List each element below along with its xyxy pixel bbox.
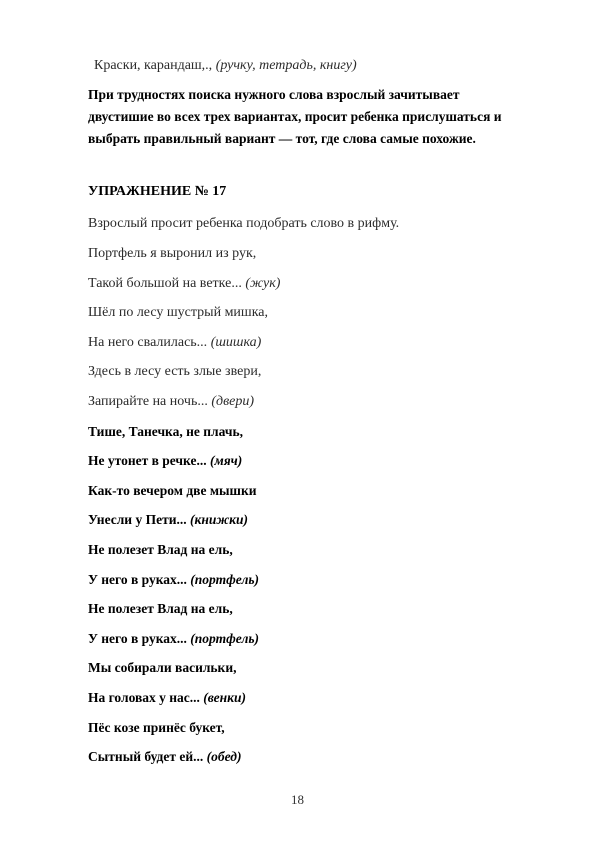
rhyme-line-answer: (обед) bbox=[206, 749, 242, 764]
rhyme-line bbox=[88, 364, 261, 380]
rhyme-line bbox=[88, 453, 242, 469]
rhyme-line-text: У него в руках... bbox=[88, 572, 191, 587]
rhyme-line-text: Запирайте на ночь... bbox=[88, 394, 212, 409]
intro-text: Краски, карандаш,., bbox=[94, 58, 216, 73]
rhyme-line-text: Такой большой на ветке... bbox=[88, 276, 246, 291]
rhyme-line bbox=[88, 601, 233, 617]
rhyme-line-answer: (двери) bbox=[211, 394, 255, 409]
rhyme-line-answer: (венки) bbox=[203, 690, 246, 705]
rhyme-line bbox=[88, 572, 259, 588]
rhyme-line-text: У него в руках... bbox=[88, 631, 191, 646]
rhyme-line bbox=[88, 276, 280, 292]
page-number: 18 bbox=[291, 792, 304, 807]
rhyme-line-answer: (портфель) bbox=[190, 572, 260, 587]
rhyme-line bbox=[88, 720, 225, 736]
rhyme-line-answer: (жук) bbox=[245, 276, 281, 291]
rhyme-line-text: Тише, Танечка, не плачь, bbox=[88, 424, 243, 439]
rhyme-line-text: Сытный будет ей... bbox=[88, 749, 207, 764]
rhyme-line bbox=[88, 394, 254, 410]
rhyme-line-answer: (портфель) bbox=[190, 631, 260, 646]
rhyme-line-text: Не полезет Влад на ель, bbox=[88, 601, 233, 616]
rhyme-line-answer: (мяч) bbox=[209, 453, 243, 468]
rhyme-line bbox=[88, 483, 257, 499]
rhyme-line-text: Портфель я выронил из рук, bbox=[88, 246, 257, 261]
rhyme-line-text: Унесли у Пети... bbox=[88, 512, 190, 527]
rhyme-line bbox=[88, 660, 237, 676]
exercise-instruction: Взрослый просит ребенка подобрать слово в рифму. bbox=[88, 216, 400, 231]
rhyme-line bbox=[88, 246, 256, 262]
rhyme-line bbox=[88, 512, 248, 528]
rhyme-line bbox=[88, 424, 243, 440]
exercise-title: УПРАЖНЕНИЕ № 17 bbox=[88, 184, 227, 199]
rhyme-line bbox=[88, 542, 233, 558]
rhyme-line-text: Не утонет в речке... bbox=[88, 453, 210, 468]
rhyme-line bbox=[88, 335, 261, 351]
rhyme-line bbox=[88, 690, 246, 706]
rhyme-line-text: На него свалилась... bbox=[88, 335, 211, 350]
rhyme-line-text: Не полезет Влад на ель, bbox=[88, 542, 233, 557]
rhyme-line bbox=[88, 631, 259, 647]
rhyme-line-text: На головах у нас... bbox=[88, 690, 204, 705]
rhyme-line-text: Пёс козе принёс букет, bbox=[88, 720, 225, 735]
rhyme-line-answer: (книжки) bbox=[189, 512, 249, 527]
rhyme-line-text: Шёл по лесу шустрый мишка, bbox=[88, 305, 269, 320]
rhyme-line-answer: (шишка) bbox=[210, 335, 262, 350]
rhyme-line-text: Мы собирали васильки, bbox=[88, 660, 237, 675]
rhyme-line-text: Как-то вечером две мышки bbox=[88, 483, 257, 498]
rhyme-line bbox=[88, 305, 268, 321]
rhyme-line-text: Здесь в лесу есть злые звери, bbox=[88, 364, 262, 379]
hint-paragraph: При трудностях поиска нужного слова взрослый зачитывает двустишие во всех трех вариантах, просит ребенка прислушаться и выбрать правильный вариант — тот, где слова самые похожие. bbox=[88, 87, 502, 146]
intro-answer: (ручку, тетрадь, книгу) bbox=[215, 58, 357, 73]
rhyme-line bbox=[88, 749, 241, 765]
intro-line bbox=[94, 58, 357, 74]
